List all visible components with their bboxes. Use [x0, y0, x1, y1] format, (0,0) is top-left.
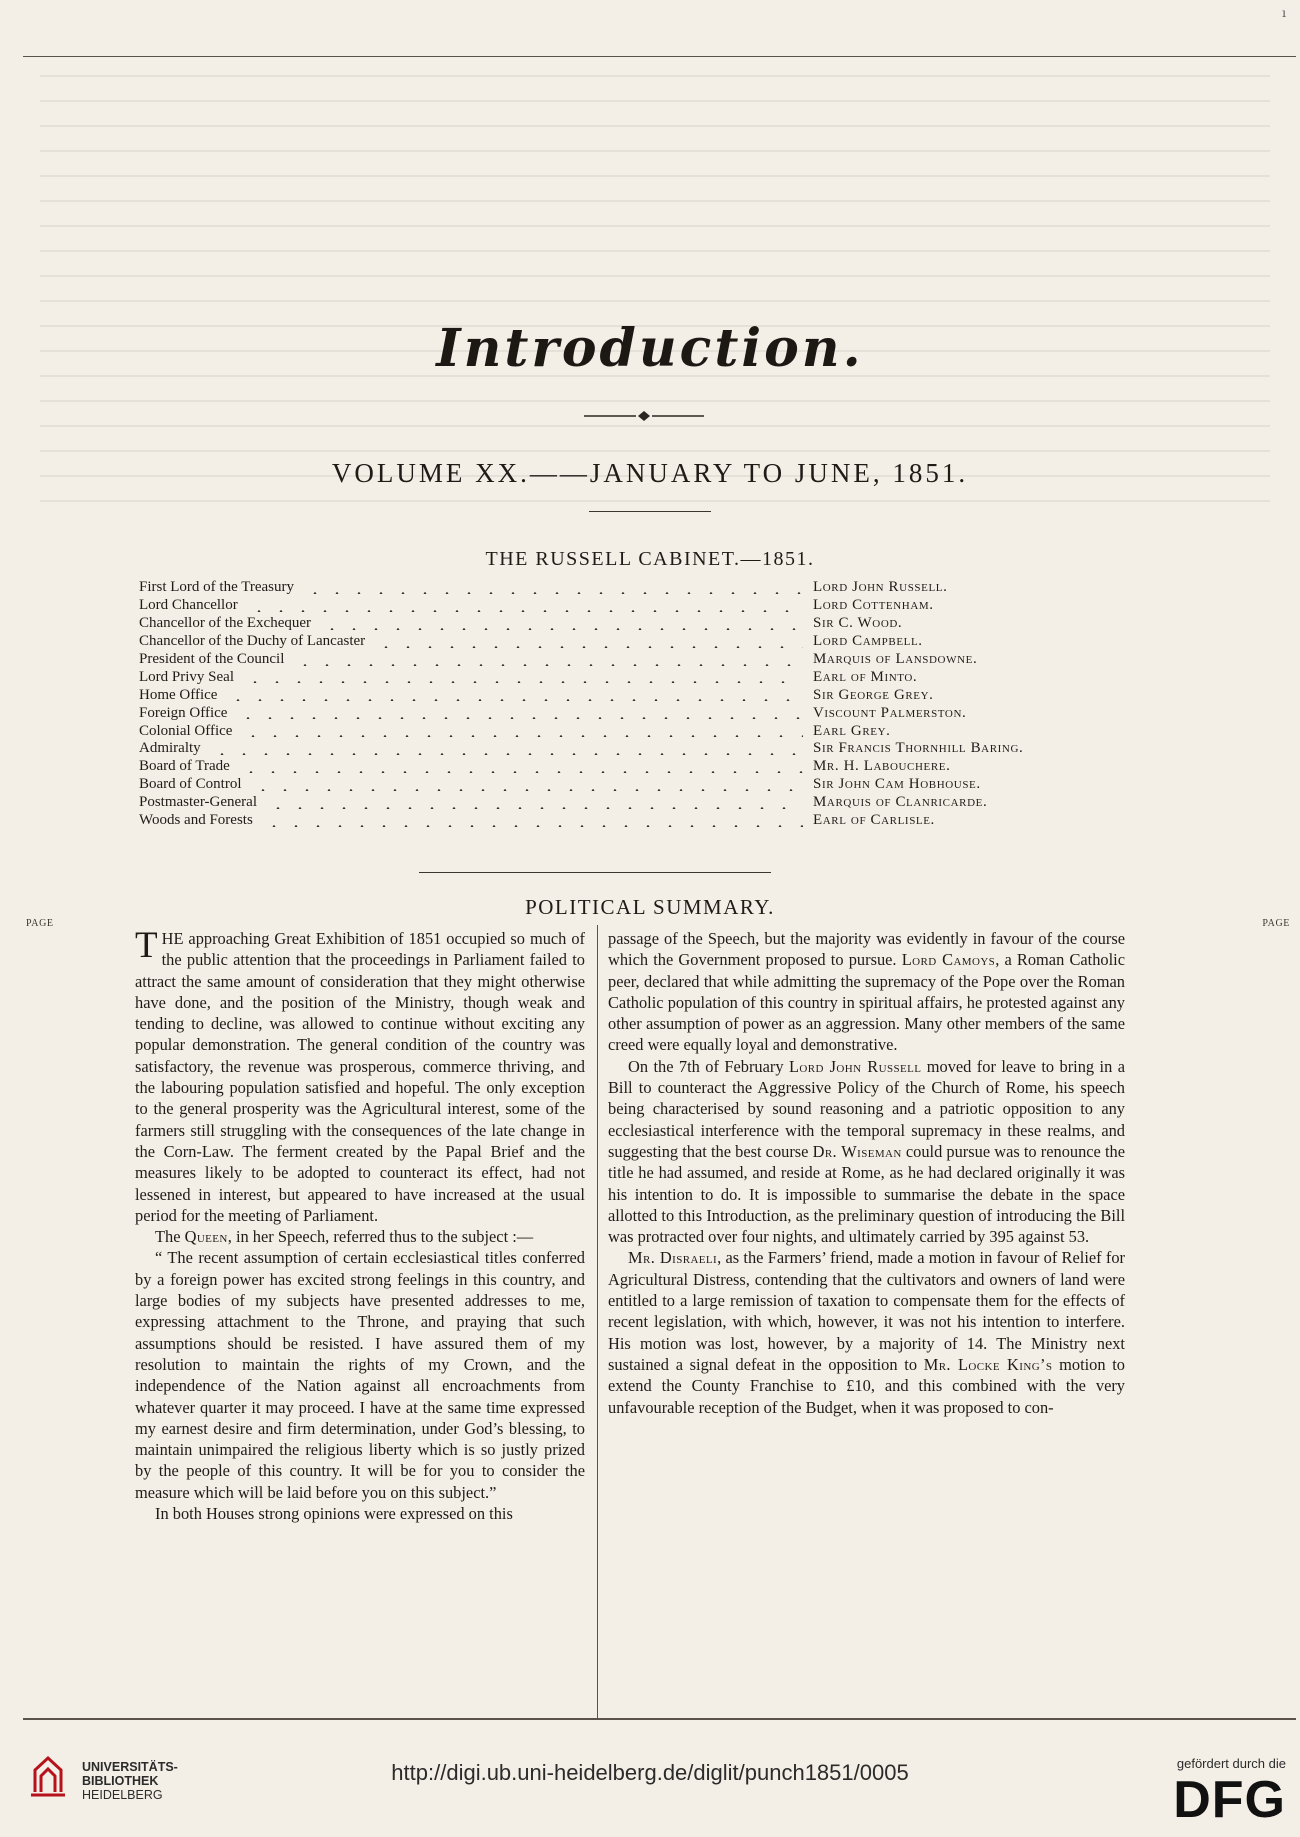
cabinet-row	[139, 615, 1079, 633]
leader-dots	[263, 825, 803, 827]
dfg-logo: DFG	[1173, 1771, 1286, 1829]
cabinet-holder: Earl of Minto.	[813, 668, 918, 685]
cabinet-holder: Sir John Cam Hobhouse.	[813, 776, 981, 793]
cabinet-row	[139, 776, 1079, 794]
leader-dots	[248, 610, 803, 612]
cabinet-holder: Marquis of Lansdowne.	[813, 651, 978, 667]
cabinet-office: Board of Trade	[139, 758, 230, 775]
cabinet-office: Foreign Office	[139, 704, 228, 721]
paragraph-text: HE approaching Great Exhibition of 1851 occupied so much of the public attention that the proceedings in Parliament failed to attract the same amount of consideration that they might otherwise have done, and the position of the Ministry, though weak and tending to decline, was allowed to continue without exciting any popular demonstration. The general condition of the country was satisfactory, the revenue was prosperous, commerce thriving, and the labouring population satisfied and hopeful. The only exception to the general prosperity was the Agricultural interest, some of the farmers still struggling with the consequences of the late change in the Corn-Law. The ferment created by the Papal Brief and the measures likely to be adopted to counteract its effect, had not lessened in interest, but appeared to have increased at the usual period for the meeting of Parliament.	[135, 929, 585, 1225]
ornament-divider	[584, 410, 704, 422]
paragraph-text: motion to extend the County Franchise to £10, and this combined with the very unfavourable reception of the Budget, when it was proposed to con-	[608, 1354, 1125, 1417]
cabinet-row	[139, 794, 1079, 812]
section-heading: POLITICAL SUMMARY.	[525, 895, 775, 919]
cabinet-office: Chancellor of the Duchy of Lancaster	[139, 633, 366, 650]
cabinet-holder: Lord Cottenham.	[813, 597, 934, 614]
quoted-speech: “ The recent assumption of certain ecclesiastical titles conferred by a foreign power has excited strong feelings in this country, and large bodies of my subjects have presented addresses to me, expressing attachment to the Throne, and praying that such assumptions should be resisted. I have assured them of my resolution to maintain the rights of my Crown, and the independence of the Nation against all encroachments from whatever quarter it may proceed. I have at the same time expressed my earnest desire and firm determination, under God’s blessing, to maintain unimpaired the religious liberty which is so justly prized by the people of this country. It will be for you to consider the measure which will be laid before you on this subject.”	[135, 1248, 585, 1502]
leader-dots	[267, 807, 803, 809]
name-queen: Queen	[184, 1227, 228, 1247]
cabinet-office: Lord Privy Seal	[139, 668, 234, 685]
library-name-line: UNIVERSITÄTS-	[82, 1760, 178, 1774]
cabinet-holder: Earl Grey.	[813, 722, 891, 739]
name-dr-wiseman: Dr. Wiseman	[812, 1141, 902, 1161]
leader-dots	[244, 681, 803, 683]
cabinet-holder: Viscount Palmerston.	[813, 704, 967, 721]
leader-dots	[375, 646, 803, 648]
cabinet-holder: Lord Campbell.	[813, 633, 923, 650]
leader-dots	[211, 753, 803, 755]
cabinet-row	[139, 704, 1079, 722]
cabinet-holder: Earl of Carlisle.	[813, 812, 935, 829]
cabinet-row	[139, 668, 1079, 686]
cabinet-office: Woods and Forests	[139, 812, 253, 829]
paragraph-text: , a Roman Catholic peer, declared that while admitting the supremacy of the Pope over the Roman Catholic population of this country in spiritual affairs, he protested against any other assumption of power as an aggression. Many other members of the same creed were equally loyal and demonstrative.	[608, 950, 1125, 1055]
paragraph	[608, 928, 1125, 1056]
cabinet-row	[139, 651, 1079, 669]
paragraph-text: , in her Speech, referred thus to the subject :—	[227, 1227, 534, 1247]
summary-right-column	[608, 928, 1125, 1712]
cabinet-office: Board of Control	[139, 776, 242, 793]
cabinet-holder: Mr. H. Labouchere.	[813, 758, 951, 775]
leader-dots	[227, 699, 803, 701]
footer-rule	[23, 1718, 1296, 1719]
source-url-link[interactable]: http://digi.ub.uni-heidelberg.de/diglit/punch1851/0005	[391, 1760, 909, 1785]
cabinet-office: Admiralty	[139, 740, 201, 757]
cabinet-row	[139, 758, 1079, 776]
leader-dots	[304, 592, 803, 594]
cabinet-table	[139, 579, 1079, 829]
leader-dots	[240, 771, 803, 773]
rule-under-cabinet	[419, 872, 771, 873]
paragraph	[608, 1247, 1125, 1417]
name-lord-john-russell: Lord John Russell	[788, 1056, 922, 1076]
cabinet-office: Colonial Office	[139, 722, 233, 739]
paragraph-text: , as the Farmers’ friend, made a motion in favour of Relief for Agricultural Distress, contending that the cultivators and owners of land were entitled to a large remission of taxation to compensate them for the effects of recent legislation, with which, however, it was not his intention to interfere. His motion was lost, however, by a majority of 14. The Ministry next sustained a signal defeat in the opposition to	[608, 1248, 1125, 1374]
page-label-right: PAGE	[1262, 918, 1290, 929]
cabinet-holder: Sir C. Wood.	[813, 615, 903, 632]
drop-cap: T	[135, 928, 158, 966]
paragraph-text: On the 7th of February	[628, 1056, 789, 1076]
summary-left-column	[135, 928, 585, 1712]
cabinet-office: Postmaster-General	[139, 794, 257, 811]
leader-dots	[321, 628, 803, 630]
cabinet-office: Home Office	[139, 686, 218, 703]
paragraph	[608, 1056, 1125, 1248]
cabinet-holder: Sir George Grey.	[813, 686, 934, 703]
cabinet-row	[139, 633, 1079, 651]
column-divider	[597, 925, 598, 1718]
paragraph	[135, 1226, 585, 1247]
page-title: Introduction.	[436, 318, 864, 379]
cabinet-row	[139, 686, 1079, 704]
cabinet-holder: Marquis of Clanricarde.	[813, 794, 988, 811]
library-name-line: BIBLIOTHEK	[82, 1774, 159, 1788]
leader-dots	[294, 664, 803, 666]
name-lord-camoys: Lord Camoys	[901, 950, 996, 970]
cabinet-heading: THE RUSSELL CABINET.—1851.	[485, 548, 815, 570]
cabinet-row	[139, 812, 1079, 830]
cabinet-office: Chancellor of the Exchequer	[139, 615, 312, 632]
paragraph-text: moved for leave to bring in a Bill to counteract the Aggressive Policy of the Church of Rome, his speech being characterised by sound reasoning and a patriotic opposition to any ecclesiastical interference with the temporal supremacy in these realms, and suggesting that the best course	[608, 1056, 1125, 1161]
volume-heading: VOLUME XX.——JANUARY TO JUNE, 1851.	[331, 458, 969, 488]
paragraph-text: passage of the Speech, but the majority was evidently in favour of the course which the Government proposed to pursue.	[608, 929, 1125, 970]
cabinet-row	[139, 722, 1079, 740]
cabinet-row	[139, 597, 1079, 615]
leader-dots	[237, 717, 803, 719]
name-mr-locke-king: Mr. Locke King’s	[923, 1354, 1053, 1374]
cabinet-office: First Lord of the Treasury	[139, 579, 294, 596]
page-label-left: PAGE	[26, 918, 54, 929]
paragraph: In both Houses strong opinions were expressed on this	[155, 1504, 513, 1524]
cabinet-holder: Lord John Russell.	[813, 579, 948, 596]
rule-under-volume	[589, 511, 711, 512]
cabinet-office: Lord Chancellor	[139, 597, 238, 614]
name-mr-disraeli: Mr. Disraeli	[628, 1248, 718, 1268]
library-name-line: HEIDELBERG	[82, 1788, 163, 1802]
corner-mark: ı	[1282, 6, 1286, 20]
funding-note: gefördert durch die	[1176, 1756, 1286, 1771]
paragraph-text: could pursue was to renounce the title he had assumed, and reside at Rome, as he had declared originally it was his intention to do. It is impossible to summarise the debate in the space allotted to this Introduction, as the preliminary question of introducing the Bill was protracted over four nights, and ultimately carried by 395 against 53.	[608, 1141, 1125, 1247]
leader-dots	[242, 735, 803, 737]
cabinet-holder: Sir Francis Thornhill Baring.	[813, 740, 1024, 757]
leader-dots	[252, 789, 804, 791]
cabinet-row	[139, 579, 1079, 597]
cabinet-office: President of the Council	[139, 651, 285, 667]
cabinet-row	[139, 740, 1079, 758]
paragraph	[135, 928, 585, 1226]
paragraph-text: The	[155, 1227, 185, 1247]
